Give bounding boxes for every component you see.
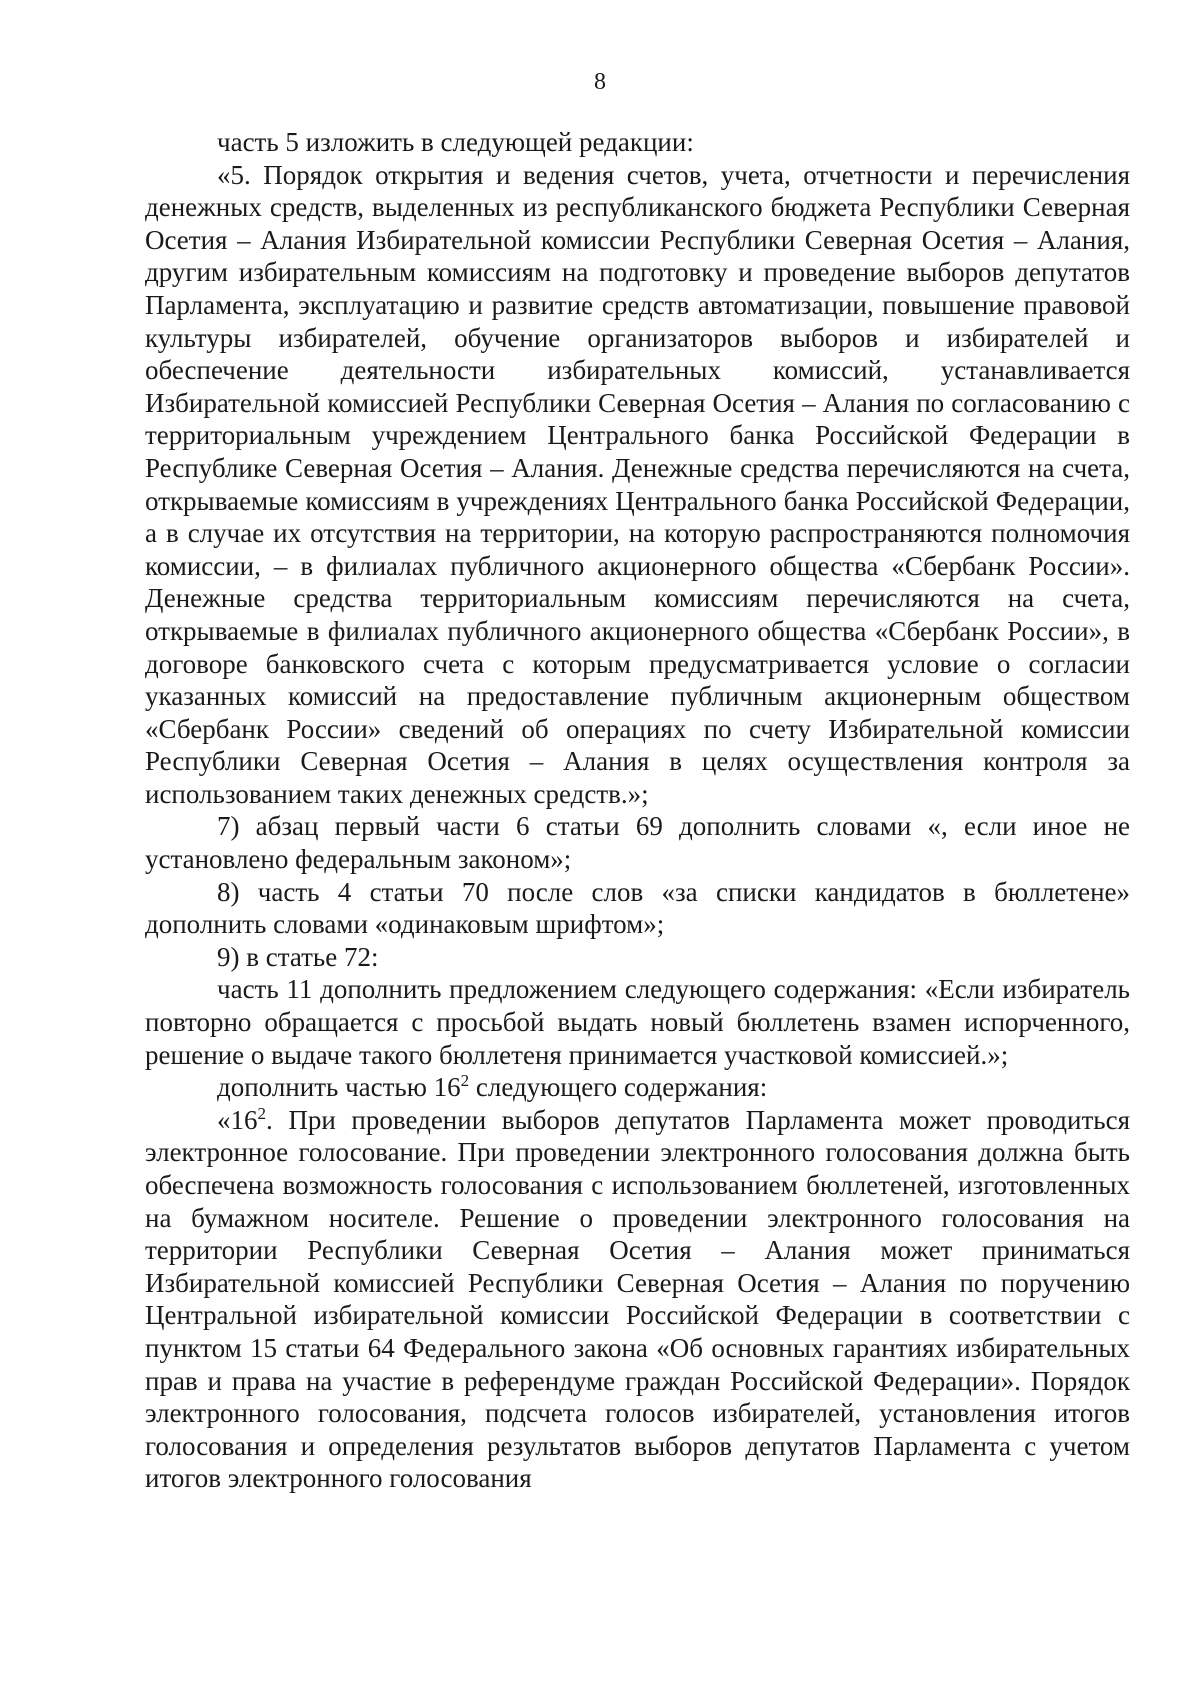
superscript: 2: [460, 1071, 470, 1091]
paragraph-item-7: [145, 810, 1130, 875]
paragraph-text: часть 5 изложить в следующей редакции:: [217, 127, 694, 157]
paragraph-text: дополнить частью 16: [217, 1072, 461, 1103]
paragraph-text: 8) часть 4 статьи 70 после слов «за списки кандидатов в бюллетене» дополнить словами «одинаковым шрифтом»;: [145, 876, 1130, 940]
paragraph-item-8: [145, 876, 1130, 941]
paragraph-part5-text: [145, 159, 1130, 811]
paragraph-text: часть 11 дополнить предложением следующего содержания: «Если избиратель повторно обращается с просьбой выдать новый бюллетень взамен испорченного, решение о выдаче такого бюллетеня принимается участковой комиссией.»;: [145, 974, 1130, 1070]
paragraph-part5-intro: [145, 126, 1130, 159]
paragraph-part11: [145, 973, 1130, 1071]
paragraph-text-continued: . При проведении выборов депутатов Парламента может проводиться электронное голосование. При проведении электронного голосования должна быть обеспечена возможность голосования с использованием бюллетеней, изготовленных на бумажном носителе. Решение о проведении электронного голосования на территории Республики Северная Осетия – Алания может приниматься Избирательной комиссией Республики Северная Осетия – Алания по поручению Центральной избирательной комиссии Российской Федерации в соответствии с пунктом 15 статьи 64 Федерального закона «Об основных гарантиях избирательных прав и права на участие в референдуме граждан Российской Федерации». Порядок электронного голосования, подсчета голосов избирателей, установления итогов голосования и определения результатов выборов депутатов Парламента с учетом итогов электронного голосования: [145, 1104, 1130, 1494]
page-number: 8: [594, 69, 606, 95]
paragraph-text: 9) в статье 72:: [217, 941, 379, 972]
paragraph-part16-2-intro: [145, 1071, 1130, 1104]
paragraph-text: «5. Порядок открытия и ведения счетов, учета, отчетности и перечисления денежных средств, выделенных из республиканского бюджета Республики Северная Осетия – Алания Избирательной комиссии Республики Северная Осетия – Алания, другим избирательным комиссиям на подготовку и проведение выборов депутатов Парламента, эксплуатацию и развитие средств автоматизации, повышение правовой культуры избирателей, обучение организаторов выборов и избирателей и обеспечение деятельности избирательных комиссий, устанавливается Избирательной комиссией Республики Северная Осетия – Алания по согласованию с территориальным учреждением Центрального банка Российской Федерации в Республике Северная Осетия – Алания. Денежные средства перечисляются на счета, открываемые комиссиям в учреждениях Центрального банка Российской Федерации, а в случае их отсутствия на территории, на которую распространяются полномочия комиссии, – в филиалах публичного акционерного общества «Сбербанк России». Денежные средства территориальным комиссиям перечисляются на счета, открываемые в филиалах публичного акционерного общества «Сбербанк России», в договоре банковского счета с которым предусматривается условие о согласии указанных комиссий на предоставление публичным акционерным обществом «Сбербанк России» сведений об операциях по счету Избирательной комиссии Республики Северная Осетия – Алания в целях осуществления контроля за использованием таких денежных средств.»;: [145, 159, 1130, 809]
paragraph-text: «16: [217, 1104, 258, 1135]
paragraph-part16-2-text: [145, 1104, 1130, 1495]
paragraph-text: 7) абзац первый части 6 статьи 69 дополнить словами «, если иное не установлено федеральным законом»;: [145, 811, 1130, 875]
superscript: 2: [257, 1103, 266, 1123]
paragraph-item-9: [145, 941, 1130, 974]
paragraph-text-continued: следующего содержания:: [469, 1072, 768, 1103]
document-body: [145, 126, 1130, 1495]
